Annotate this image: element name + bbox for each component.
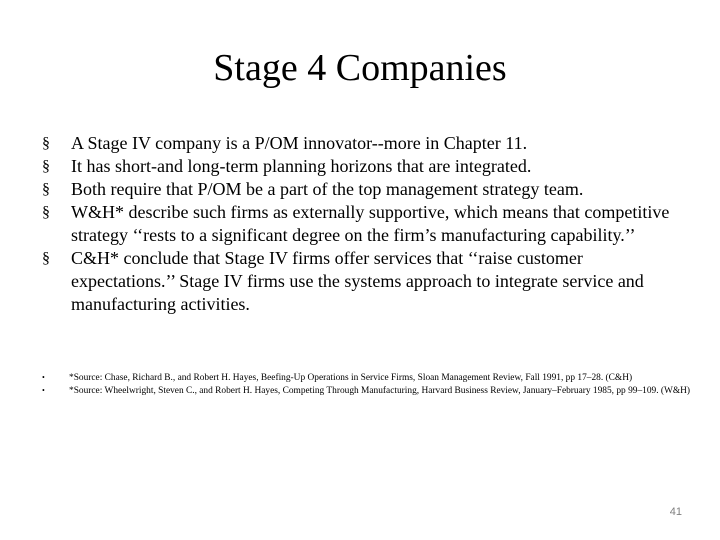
bullet-marker: § [42, 204, 50, 221]
note-marker: • [42, 385, 45, 395]
source-note [42, 385, 692, 398]
bullet-item [42, 247, 682, 316]
bullet-text: C&H* conclude that Stage IV firms offer services that ‘‘raise customer expectations.’’ Stage IV firms use the systems approach to integrate service and manufacturing activities. [71, 248, 644, 314]
bullet-marker: § [42, 250, 50, 267]
slide-title: Stage 4 Companies [213, 47, 507, 89]
bullet-text: It has short-and long-term planning horizons that are integrated. [71, 156, 532, 176]
bullet-list [42, 132, 682, 316]
note-text: *Source: Wheelwright, Steven C., and Robert H. Hayes, Competing Through Manufacturing, Harvard Business Review, January–February 1985, pp 99–109. (W&H) [69, 385, 691, 396]
bullet-text: W&H* describe such firms as externally supportive, which means that competitive strategy ‘‘rests to a significant degree on the firm’s manufacturing capability.’’ [71, 202, 670, 245]
note-text: *Source: Chase, Richard B., and Robert H. Hayes, Beefing-Up Operations in Service Firms, Sloan Management Review, Fall 1991, pp 17–28. (C&H) [69, 373, 633, 383]
note-marker: • [42, 373, 45, 382]
source-notes [42, 372, 692, 397]
page-number: 41 [669, 506, 682, 518]
bullet-text: A Stage IV company is a P/OM innovator--more in Chapter 11. [71, 133, 528, 153]
bullet-marker: § [42, 158, 50, 175]
bullet-item [42, 201, 682, 247]
source-note [42, 372, 692, 385]
bullet-item [42, 178, 682, 201]
bullet-marker: § [42, 135, 50, 152]
bullet-item [42, 132, 682, 155]
bullet-item [42, 155, 682, 178]
bullet-marker: § [42, 181, 50, 198]
bullet-text: Both require that P/OM be a part of the top management strategy team. [71, 179, 584, 199]
